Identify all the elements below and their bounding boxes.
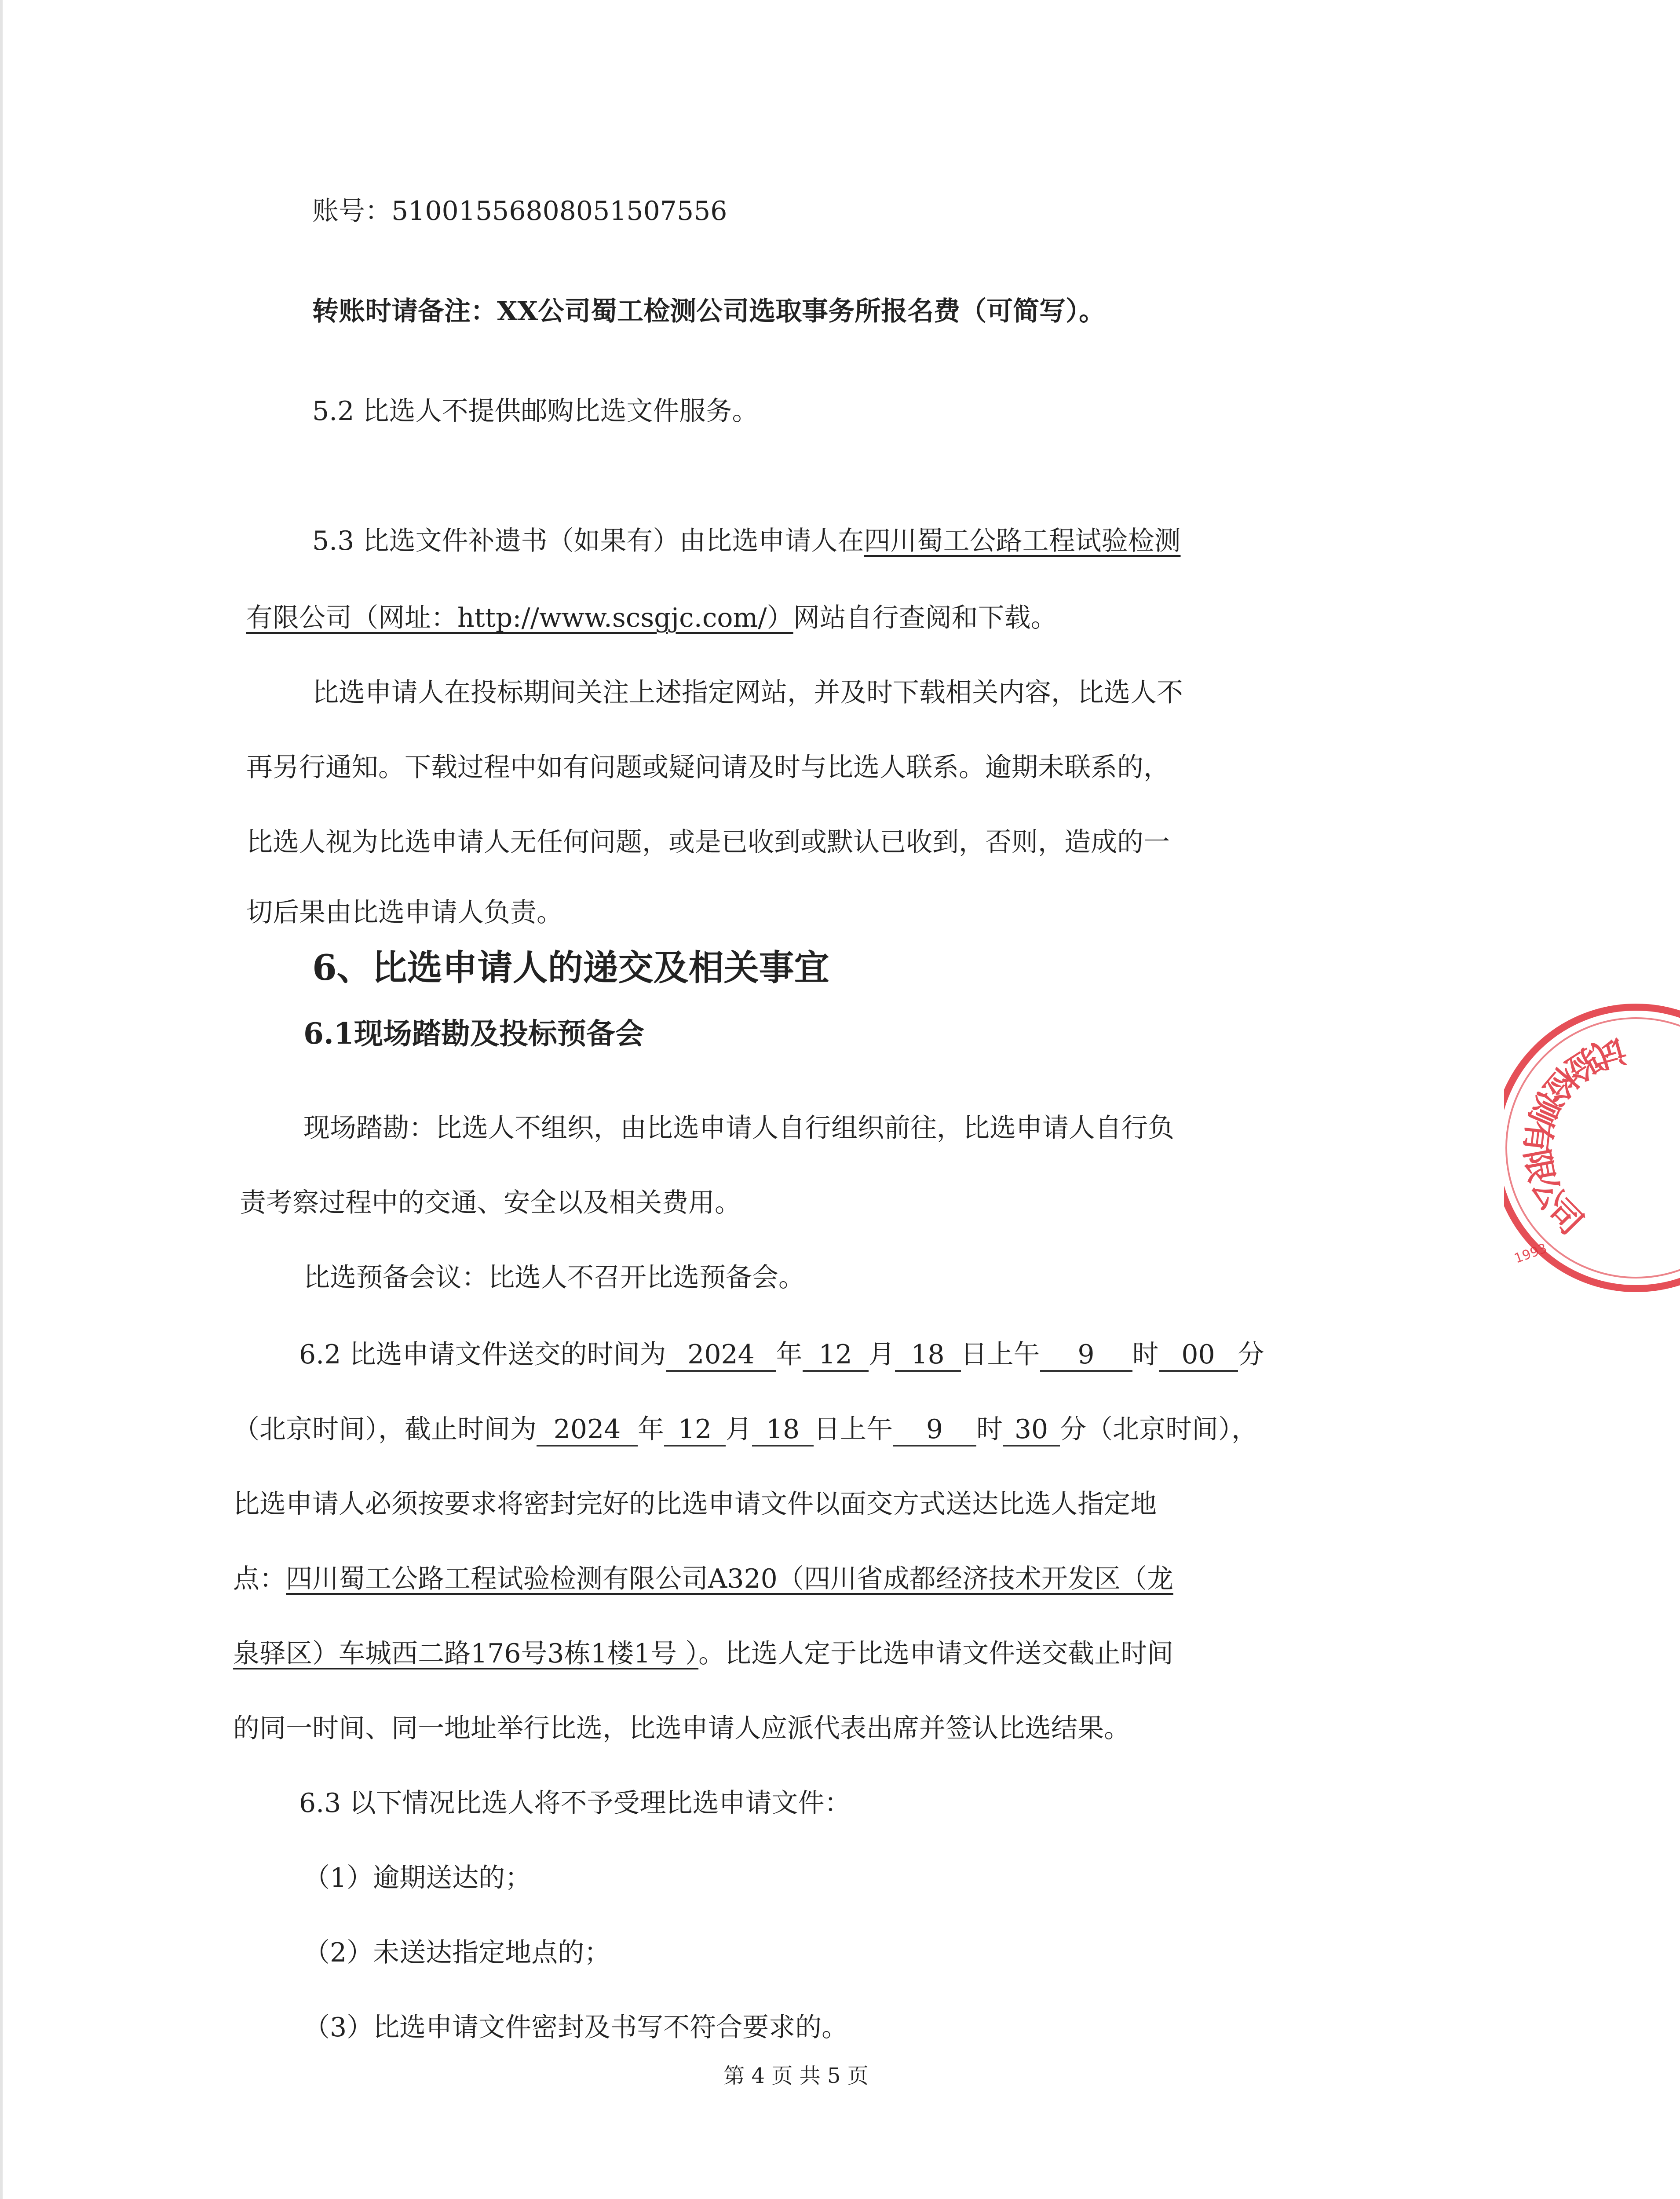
- current-page: 4: [751, 2064, 765, 2088]
- s6-2-line-2: [233, 1412, 1258, 1447]
- deadline-intro: （北京时间），截止时间为: [233, 1414, 537, 1445]
- deadline-day: 18: [752, 1414, 814, 1447]
- month-label-2: 月: [726, 1414, 752, 1445]
- paragraph-5-3-line2: [246, 600, 1057, 636]
- year-label: 年: [776, 1339, 803, 1370]
- hour-label: 时: [1132, 1339, 1159, 1370]
- s6-3-item-1: （1）逾期送达的；: [303, 1863, 532, 1893]
- minute-label: 分: [1238, 1339, 1264, 1370]
- paragraph-5-3-line1: [312, 523, 1181, 559]
- address-part-2: 泉驿区）车城西二路176号3栋1楼1号 ）: [233, 1638, 699, 1669]
- submit-day: 18: [895, 1339, 961, 1372]
- notice-line-2: 再另行通知。下载过程中如有问题或疑问请及时与比选人联系。逾期未联系的，: [246, 752, 1170, 783]
- day-am-label-2: 日上午: [814, 1414, 893, 1445]
- deadline-year: 2024: [537, 1414, 638, 1447]
- submit-minute: 00: [1159, 1339, 1238, 1372]
- company-seal: [1504, 990, 1680, 1306]
- site-visit-line-1: 现场踏勘：比选人不组织，由比选申请人自行组织前往，比选申请人自行负: [303, 1113, 1174, 1143]
- month-label: 月: [868, 1339, 895, 1370]
- notice-line-1: 比选申请人在投标期间关注上述指定网站，并及时下载相关内容，比选人不: [312, 677, 1183, 708]
- deadline-minute: 30: [1003, 1414, 1060, 1447]
- account-line: 账号：51001556808051507556: [312, 196, 727, 226]
- p5-3-company-cont: 有限公司（网址：http://www.scsgjc.com/）: [246, 603, 793, 633]
- s6-3-intro: 6.3 以下情况比选人将不予受理比选申请文件：: [299, 1788, 851, 1819]
- s6-3-item-2: （2）未送达指定地点的；: [303, 1937, 611, 1968]
- submit-hour: 9: [1040, 1339, 1132, 1372]
- pre-meeting: 比选预备会议：比选人不召开比选预备会。: [303, 1262, 805, 1293]
- s6-2-line-5: [233, 1636, 1173, 1671]
- notice-line-4: 切后果由比选申请人负责。: [246, 897, 563, 928]
- s6-3-item-3: （3）比选申请文件密封及书写不符合要求的。: [303, 2012, 848, 2043]
- p5-3-company: 四川蜀工公路工程试验检测: [864, 526, 1181, 556]
- address-label: 点：: [233, 1563, 286, 1594]
- address-part-1: 四川蜀工公路工程试验检测有限公司A320（四川省成都经济技术开发区（龙: [286, 1563, 1173, 1594]
- section-6-title: 6、比选申请人的递交及相关事宜: [312, 947, 829, 988]
- hour-label-2: 时: [976, 1414, 1003, 1445]
- submit-year: 2024: [666, 1339, 776, 1372]
- transfer-note: 转账时请备注：XX公司蜀工检测公司选取事务所报名费（可简写）。: [312, 296, 1106, 327]
- deadline-end: 分（北京时间），: [1060, 1414, 1258, 1445]
- s6-2-line-3: 比选申请人必须按要求将密封完好的比选申请文件以面交方式送达比选人指定地: [233, 1489, 1157, 1520]
- total-pages: 5: [827, 2064, 841, 2088]
- s6-2-line-1: [299, 1337, 1264, 1372]
- year-label-2: 年: [638, 1414, 664, 1445]
- s6-2-line-5-rest: 。比选人定于比选申请文件送交截止时间: [698, 1638, 1174, 1669]
- day-am-label: 日上午: [961, 1339, 1040, 1370]
- page-edge: [0, 0, 3, 2199]
- s6-2-intro: 6.2 比选申请文件送交的时间为: [299, 1339, 666, 1370]
- seal-text: 试验检测有限公司: [1517, 1030, 1630, 1242]
- footer-suffix: 页: [847, 2064, 869, 2088]
- section-6-1-title: 6.1现场踏勘及投标预备会: [303, 1016, 644, 1051]
- footer-middle: 页 共: [771, 2064, 821, 2088]
- p5-3-prefix: 5.3 比选文件补遗书（如果有）由比选申请人在: [312, 526, 864, 556]
- s6-2-line-4: [233, 1561, 1173, 1596]
- s6-2-line-6: 的同一时间、同一地址举行比选，比选申请人应派代表出席并签认比选结果。: [233, 1713, 1130, 1744]
- p5-3-suffix: 网站自行查阅和下载。: [793, 603, 1057, 633]
- page-footer: [0, 2063, 1592, 2089]
- site-visit-line-2: 责考察过程中的交通、安全以及相关费用。: [240, 1187, 741, 1218]
- submit-month: 12: [803, 1339, 869, 1372]
- notice-line-3: 比选人视为比选申请人无任何问题，或是已收到或默认已收到，否则，造成的一: [246, 827, 1170, 858]
- footer-prefix: 第: [723, 2064, 745, 2088]
- paragraph-5-2: 5.2 比选人不提供邮购比选文件服务。: [312, 396, 759, 427]
- deadline-hour: 9: [893, 1414, 976, 1447]
- seal-year: 1993: [1512, 1240, 1549, 1267]
- deadline-month: 12: [664, 1414, 726, 1447]
